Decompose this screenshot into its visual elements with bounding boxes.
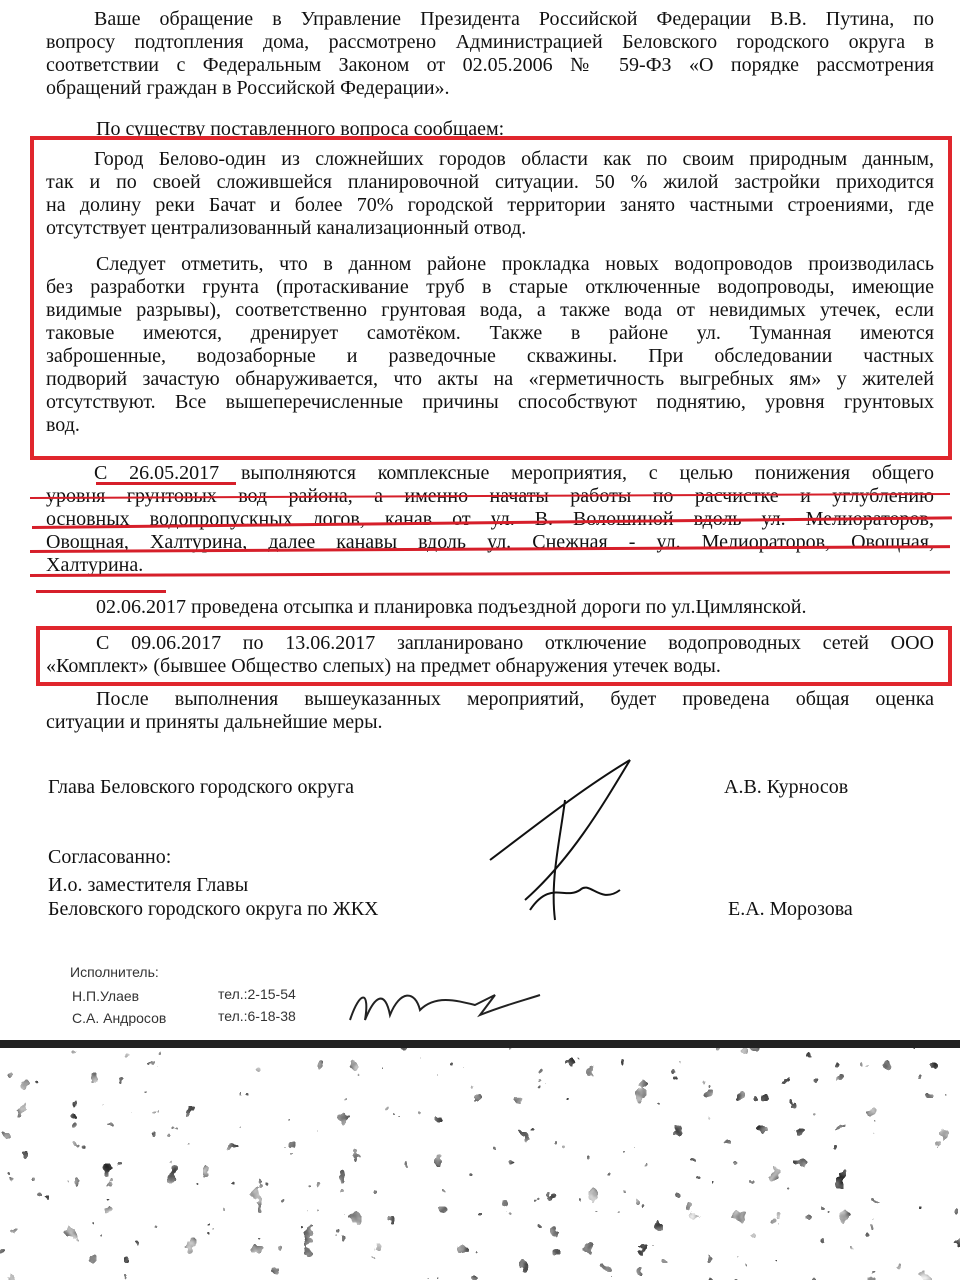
- paragraph-2: [46, 253, 934, 437]
- scan-background-texture: [0, 1040, 960, 1280]
- text-line: «Комплект» (бывшее Общество слепых) на предмет обнаружения утечек воды.: [46, 655, 721, 677]
- executor-phone: тел.:2-15-54: [218, 986, 296, 1002]
- text-line: уровня грунтовых вод района, а именно начаты работы по расчистке и углублению: [46, 485, 934, 507]
- executor-signature: [345, 980, 545, 1030]
- executor-phone: тел.:6-18-38: [218, 1008, 296, 1024]
- executor-name: Н.П.Улаев: [72, 988, 140, 1004]
- text-line: вопросу подтопления дома, рассмотрено Администрацией Беловского городского округа в: [46, 31, 934, 53]
- text-line: ситуации и приняты дальнейшие меры.: [46, 711, 383, 733]
- text-line: отсутствуют. Все вышеперечисленные причины способствуют поднятию, уровня грунтовых: [46, 391, 934, 413]
- text-line: С 26.05.2017 выполняются комплексные мероприятия, с целью понижения общего: [94, 462, 934, 484]
- text-line: обращений граждан в Российской Федерации».: [46, 77, 450, 99]
- deputy-name: Е.А. Морозова: [728, 898, 853, 920]
- executor-name: С.А. Андросов: [72, 1010, 167, 1026]
- text-line: Город Белово-один из сложнейших городов области как по своим природным данным,: [94, 148, 934, 170]
- executor-label: Исполнитель:: [70, 964, 159, 980]
- paragraph-1: [46, 148, 934, 240]
- text-line: соответствии с Федеральным Законом от 02.05.2006 № 59-ФЗ «О порядке рассмотрения: [46, 54, 934, 76]
- head-signature: [470, 740, 670, 940]
- deputy-title-1: И.о. заместителя Главы: [48, 874, 249, 896]
- text-line: вод.: [46, 414, 80, 436]
- text-line: После выполнения вышеуказанных мероприятий, будет проведена общая оценка: [96, 688, 934, 710]
- text-line: Следует отметить, что в данном районе прокладка новых водопроводов производилась: [96, 253, 934, 275]
- paragraph-5: [46, 632, 934, 678]
- text-line: Ваше обращение в Управление Президента Российской Федерации В.В. Путина, по: [94, 8, 934, 30]
- text-line: на долину реки Бачат и более 70% городской территории занято частными строениями, где: [46, 194, 934, 216]
- deputy-title-2: Беловского городского округа по ЖКХ: [48, 898, 379, 920]
- text-line: С 09.06.2017 по 13.06.2017 запланировано отключение водопроводных сетей ООО: [96, 632, 934, 654]
- text-line: основных водопропускных логов, канав от ул. В. Волошиной вдоль ул. Мелиораторов,: [46, 508, 934, 530]
- text-line: подворий зачастую обнаруживается, что акты на «герметичность выгребных ям» у жителей: [46, 368, 934, 390]
- head-name: А.В. Курносов: [724, 776, 849, 798]
- text-line: видимые разрывы), соответственно грунтовая вода, а также вода от невидимых утечек, если: [46, 299, 934, 321]
- underline-mark: [96, 482, 236, 485]
- text-line: Овощная, Халтурина, далее канавы вдоль ул. Снежная - ул. Мелиораторов, Овощная,: [46, 531, 934, 553]
- text-line: 02.06.2017 проведена отсыпка и планировка подъездной дороги по ул.Цимлянской.: [96, 596, 807, 618]
- text-line: Халтурина.: [46, 554, 144, 576]
- intro-paragraph: [46, 8, 934, 100]
- text-line: таковые имеются, дренирует самотёком. Также в районе ул. Туманная имеются: [46, 322, 934, 344]
- text-line: По существу поставленного вопроса сообщаем:: [96, 118, 505, 140]
- paragraph-6: [46, 688, 934, 734]
- agreed-label: Согласованно:: [48, 846, 172, 868]
- text-line: отсутствует централизованный канализационный отвод.: [46, 217, 527, 239]
- text-line: так и по своей сложившейся планировочной ситуации. 50 % жилой застройки приходится: [46, 171, 934, 193]
- underline-mark: [36, 590, 166, 593]
- head-title: Глава Беловского городского округа: [48, 776, 355, 798]
- text-line: заброшенные, водозаборные и разведочные скважины. При обследовании частных: [46, 345, 934, 367]
- text-line: без разработки грунта (протаскивание труб в старые отключенные водопроводы, имеющие: [46, 276, 934, 298]
- paragraph-4: [96, 596, 936, 619]
